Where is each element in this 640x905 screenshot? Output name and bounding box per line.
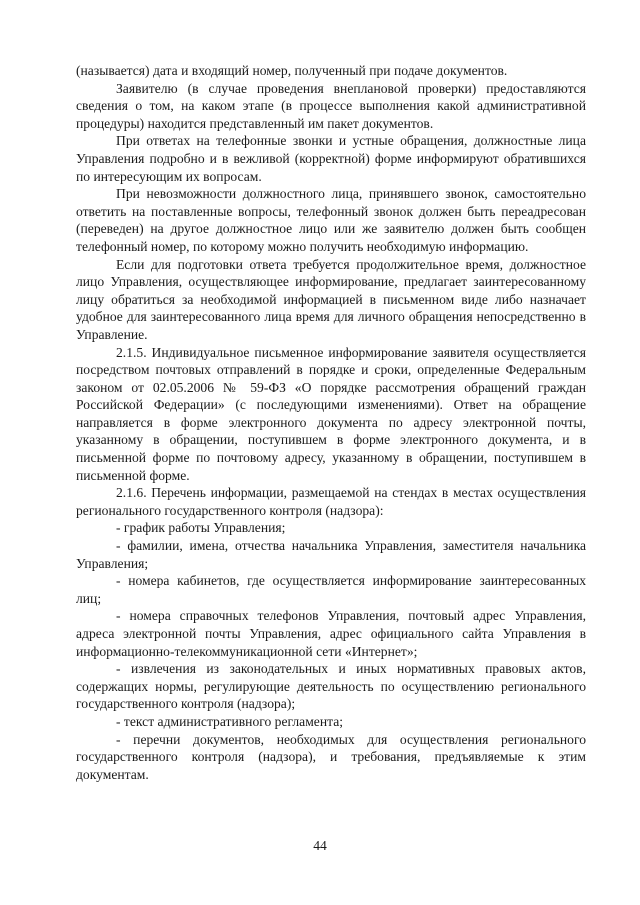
paragraph-long-preparation: Если для подготовки ответа требуется продолжительное время, должностное лицо Управления, осуществляющее информирование, предлагает заинтересованному лицу обратиться за необходимой информацией в письменном виде либо назначает удобное для заинтересованного лица время для личного обращения непосредственно в Управление. (76, 256, 586, 342)
list-item-work-schedule: - график работы Управления; (116, 520, 286, 536)
document-body (76, 62, 586, 783)
paragraph-continuation: (называется) дата и входящий номер, полученный при подаче документов. (76, 63, 508, 78)
page-number: 44 (313, 838, 327, 853)
list-item-contacts: - номера справочных телефонов Управления, почтовый адрес Управления, адреса электронной почты Управления, адрес официального сайта Управления в информационно-телекоммуникационной сети «Интернет»; (76, 608, 586, 659)
paragraph-2-1-5: 2.1.5. Индивидуальное письменное информирование заявителя осуществляется посредством почтовых отправлений в порядке и сроки, определенные Федеральным законом от 02.05.2006 № 59-ФЗ «О порядке рассмотрения обращений граждан Российской Федерации» (с последующими изменениями). Ответ на обращение направляется в форме электронного документа по адресу электронной почты, указанному в обращении, поступившем в форме электронного документа, и в письменной форме по почтовому адресу, указанному в обращении, поступившем в письменной форме. (76, 344, 586, 483)
list-item-office-numbers: - номера кабинетов, где осуществляется информирование заинтересованных лиц; (76, 573, 586, 606)
paragraph-applicant-status: Заявителю (в случае проведения внеплановой проверки) предоставляются сведения о том, на каком этапе (в процессе выполнения какой административной процедуры) находится представленный им пакет документов. (76, 80, 586, 131)
list-item-legal-extracts: - извлечения из законодательных и иных нормативных правовых актов, содержащих нормы, регулирующие деятельность по осуществлению регионального государственного контроля (надзора); (76, 661, 586, 712)
paragraph-call-redirect: При невозможности должностного лица, принявшего звонок, самостоятельно ответить на поставленные вопросы, телефонный звонок должен быть переадресован (переведен) на другое должностное лицо или же заявителю должен быть сообщен телефонный номер, по которому можно получить необходимую информацию. (76, 186, 586, 254)
paragraph-2-1-6: 2.1.6. Перечень информации, размещаемой на стендах в местах осуществления регионального государственного контроля (надзора): (76, 485, 586, 518)
paragraph-phone-answers: При ответах на телефонные звонки и устные обращения, должностные лица Управления подробно и в вежливой (корректной) форме информируют обратившихся по интересующим их вопросам. (76, 133, 586, 184)
list-item-document-lists: - перечни документов, необходимых для осуществления регионального государственного контроля (надзора), и требования, предъявляемые к этим документам. (76, 731, 586, 782)
list-item-regulation-text: - текст административного регламента; (116, 713, 344, 729)
list-item-names: - фамилии, имена, отчества начальника Управления, заместителя начальника Управления; (76, 538, 586, 571)
